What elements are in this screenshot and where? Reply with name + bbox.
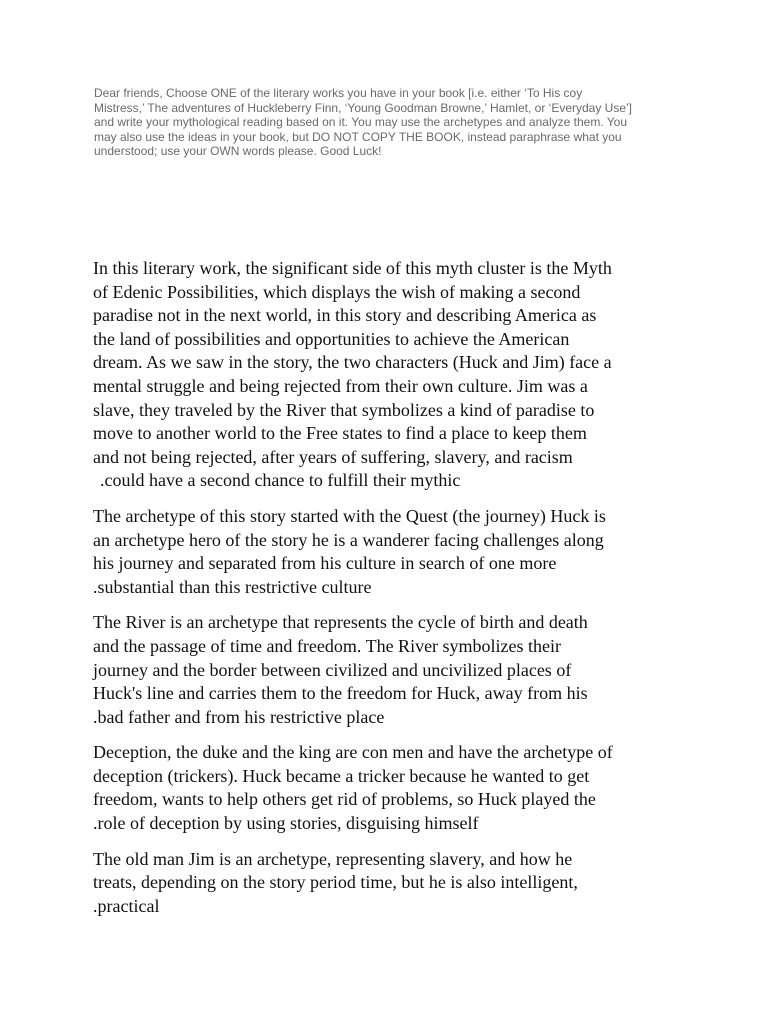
paragraph-line: dream. As we saw in the story, the two characters (Huck and Jim) face a xyxy=(93,352,612,373)
essay-paragraph-myth-of-edenic-possibilities xyxy=(93,257,693,493)
paragraph-line: paradise not in the next world, in this story and describing America as xyxy=(93,305,597,326)
instructions-line: may also use the ideas in your book, but DO NOT COPY THE BOOK, instead paraphrase what you xyxy=(94,129,622,144)
paragraph-line: and the passage of time and freedom. The River symbolizes their xyxy=(93,635,562,656)
essay-paragraph-quest xyxy=(93,505,693,599)
paragraph-line: .bad father and from his restrictive place xyxy=(93,706,385,727)
paragraph-line: treats, depending on the story period time, but he is also intelligent, xyxy=(93,872,578,893)
paragraph-line: and not being rejected, after years of suffering, slavery, and racism xyxy=(93,446,573,467)
paragraph-line: of Edenic Possibilities, which displays the wish of making a second xyxy=(93,281,581,302)
instructions-line: and write your mythological reading based on it. You may use the archetypes and analyze them. You xyxy=(94,115,628,130)
paragraph-line: The River is an archetype that represents the cycle of birth and death xyxy=(93,612,588,633)
paragraph-line: mental struggle and being rejected from their own culture. Jim was a xyxy=(93,375,588,396)
assignment-instructions xyxy=(94,86,684,159)
paragraph-line: .could have a second chance to fulfill their mythic xyxy=(100,470,461,491)
paragraph-line: The old man Jim is an archetype, representing slavery, and how he xyxy=(93,848,573,869)
paragraph-line: .practical xyxy=(93,895,160,916)
paragraph-line: Huck's line and carries them to the freedom for Huck, away from his xyxy=(93,683,588,704)
paragraph-line: .role of deception by using stories, disguising himself xyxy=(93,813,479,834)
paragraph-line: Deception, the duke and the king are con men and have the archetype of xyxy=(93,742,613,763)
paragraph-line: freedom, wants to help others get rid of problems, so Huck played the xyxy=(93,789,596,810)
instructions-line: Mistress,’ The adventures of Huckleberry Finn, ‘Young Goodman Browne,’ Hamlet, or ‘Everyday Use’] xyxy=(94,100,633,115)
paragraph-line: In this literary work, the significant side of this myth cluster is the Myth xyxy=(93,258,612,278)
paragraph-line: .substantial than this restrictive culture xyxy=(93,576,372,597)
paragraph-line: slave, they traveled by the River that symbolizes a kind of paradise to xyxy=(93,399,595,420)
paragraph-line: deception (trickers). Huck became a tricker because he wanted to get xyxy=(93,765,590,786)
essay-paragraph-old-man-jim xyxy=(93,848,693,919)
essay-body xyxy=(93,257,693,930)
paragraph-line: his journey and separated from his culture in search of one more xyxy=(93,553,557,574)
paragraph-line: The archetype of this story started with the Quest (the journey) Huck is xyxy=(93,505,606,526)
paragraph-line: move to another world to the Free states to find a place to keep them xyxy=(93,423,587,444)
paragraph-line: journey and the border between civilized and uncivilized places of xyxy=(93,659,572,680)
essay-paragraph-river xyxy=(93,611,693,729)
paragraph-line: an archetype hero of the story he is a wanderer facing challenges along xyxy=(93,529,604,550)
instructions-line: understood; use your OWN words please. Good Luck! xyxy=(94,144,382,159)
instructions-line: Dear friends, Choose ONE of the literary works you have in your book [i.e. either ‘To His coy xyxy=(94,86,583,100)
paragraph-line: the land of possibilities and opportunities to achieve the American xyxy=(93,328,570,349)
essay-paragraph-deception xyxy=(93,741,693,835)
